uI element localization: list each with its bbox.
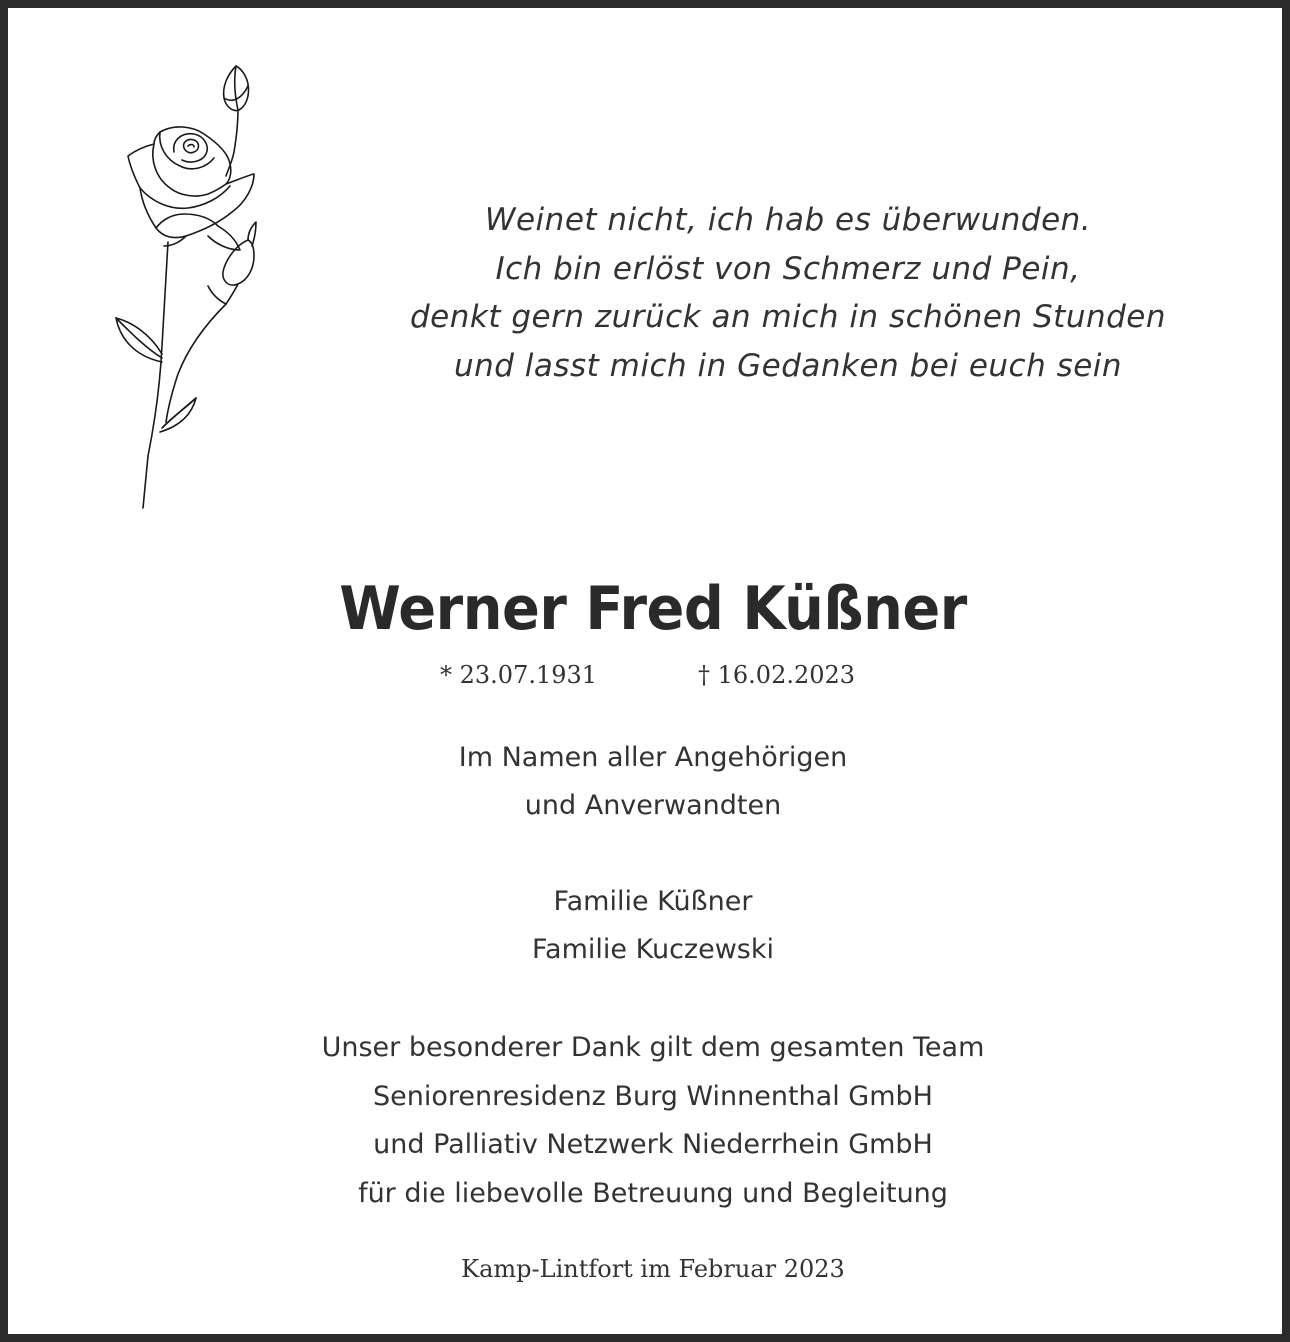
birth-date: * 23.07.1931 xyxy=(440,661,598,689)
death-date: † 16.02.2023 xyxy=(698,661,856,689)
thanks-line: Seniorenresidenz Burg Winnenthal GmbH xyxy=(373,1080,933,1112)
verse-line: Ich bin erlöst von Schmerz und Pein, xyxy=(495,250,1081,287)
rose-line-drawing-icon xyxy=(88,56,268,512)
family-name: Familie Kuczewski xyxy=(532,934,774,965)
mourners-intro xyxy=(8,734,1290,830)
mourners-intro-line: und Anverwandten xyxy=(524,790,782,821)
thanks-line: und Palliativ Netzwerk Niederrhein GmbH xyxy=(373,1129,933,1160)
mourners-intro-line: Im Namen aller Angehörigen xyxy=(458,742,848,773)
place-and-date: Kamp-Lintfort im Februar 2023 xyxy=(461,1255,845,1283)
deceased-name: Werner Fred Küßner xyxy=(339,574,967,644)
verse-line: denkt gern zurück an mich in schönen Stunden xyxy=(409,299,1167,335)
family-list xyxy=(8,878,1290,974)
thanks-line: für die liebevolle Betreuung und Begleitung xyxy=(358,1177,948,1209)
verse-line: und lasst mich in Gedanken bei euch sein xyxy=(453,347,1123,384)
verse-line: Weinet nicht, ich hab es überwunden. xyxy=(484,202,1092,238)
memorial-verse xyxy=(338,196,1238,390)
thanks-line: Unser besonderer Dank gilt dem gesamten Team xyxy=(321,1032,985,1063)
family-name: Familie Küßner xyxy=(553,886,753,917)
thanks-note xyxy=(8,1024,1290,1218)
